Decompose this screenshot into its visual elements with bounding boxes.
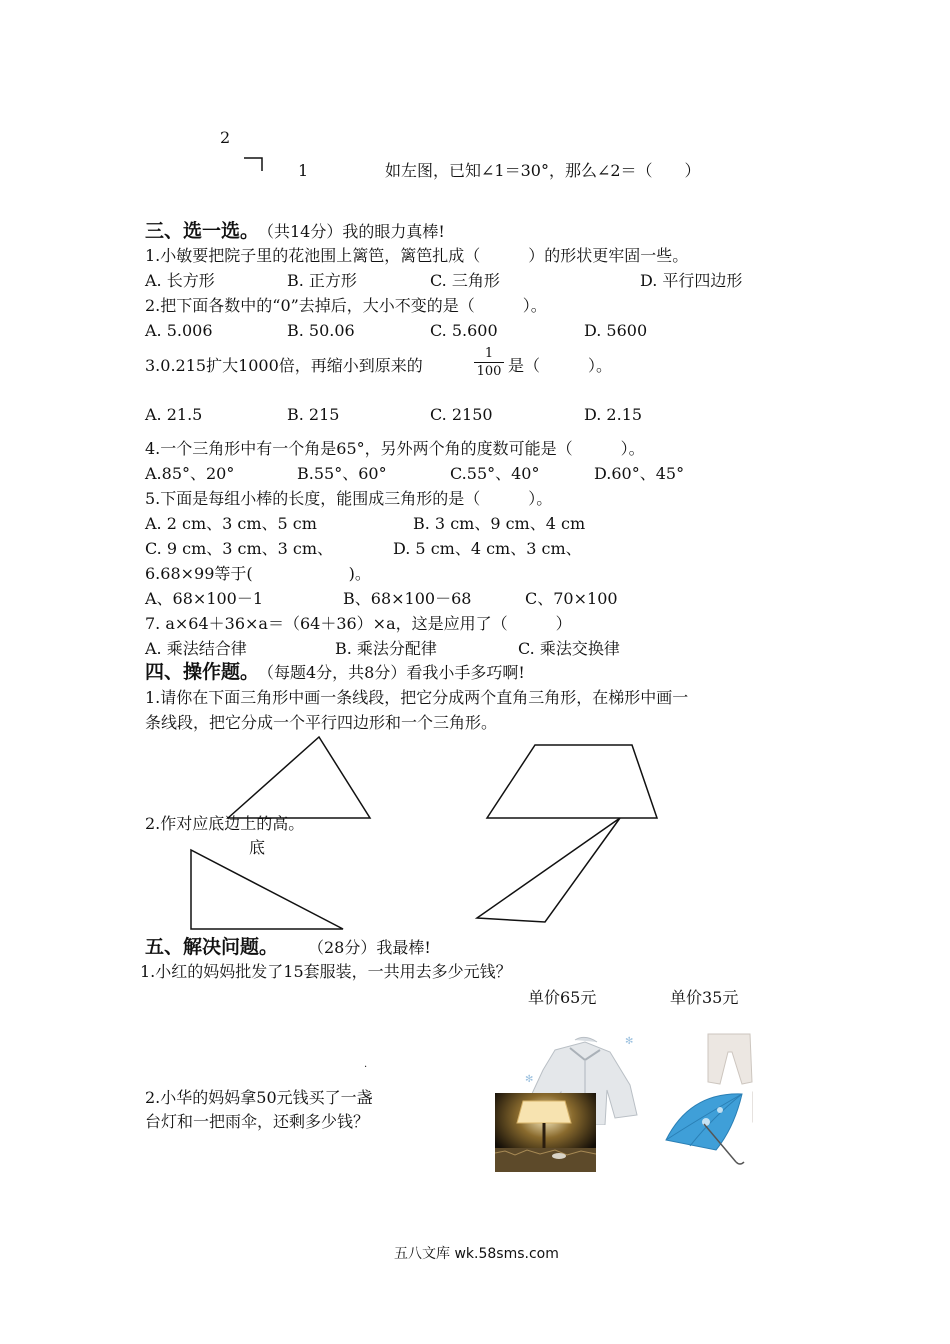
q3-5-option-d: D. 5 cm、4 cm、3 cm、	[393, 539, 582, 558]
q3-7-option-c: C. 乘法交换律	[518, 639, 620, 658]
q3-4-option-c: C.55°、40°	[450, 464, 540, 483]
q3-5-option-a: A. 2 cm、3 cm、5 cm	[145, 514, 317, 533]
footer-watermark: 五八文库 wk.58sms.com	[394, 1246, 559, 1262]
svg-text:✻: ✻	[625, 1036, 634, 1047]
q3-1-option-c: C. 三角形	[430, 271, 500, 290]
base-label: 底	[249, 838, 266, 857]
q3-6-option-c: C、70×100	[525, 589, 618, 608]
dot-mark: .	[364, 1059, 368, 1070]
fraction-numerator: 1	[484, 346, 494, 361]
section3-title: 三、选一选。	[145, 220, 260, 242]
price-pants: 单价35元	[670, 988, 739, 1007]
q5-1-text: 1.小红的妈妈批发了15套服装，一共用去多少元钱？	[140, 962, 512, 981]
section3-subtitle: （共14分）我的眼力真棒!	[258, 222, 445, 241]
q3-4-option-b: B.55°、60°	[297, 464, 387, 483]
q3-6-option-b: B、68×100－68	[343, 589, 472, 608]
q3-3-text-after: 是（ ）。	[508, 356, 613, 375]
fraction-denominator: 100	[474, 362, 504, 378]
q3-4-option-a: A.85°、20°	[145, 464, 235, 483]
q3-3-option-a: A. 21.5	[145, 405, 203, 424]
q3-3-option-c: C. 2150	[430, 405, 493, 424]
q3-1-option-a: A. 长方形	[145, 271, 215, 290]
q3-2-option-a: A. 5.006	[145, 321, 213, 340]
q3-5-text: 5.下面是每组小棒的长度，能围成三角形的是（ ）。	[145, 489, 553, 508]
angle-question: 如左图，已知∠1＝30°，那么∠2＝（ ）	[385, 161, 701, 180]
q3-3-option-b: B. 215	[287, 405, 340, 424]
lamp-image	[495, 1093, 596, 1172]
q3-3-text: 3.0.215扩大1000倍，再缩小到原来的	[145, 356, 423, 375]
q3-6-option-a: A、68×100－1	[145, 589, 264, 608]
q3-4-text: 4.一个三角形中有一个角是65°，另外两个角的度数可能是（ ）。	[145, 439, 645, 458]
section4-subtitle: （每题4分，共8分）看我小手多巧啊!	[258, 663, 525, 682]
q4-1-line2: 条线段，把它分成一个平行四边形和一个三角形。	[145, 713, 498, 732]
q3-7-option-a: A. 乘法结合律	[145, 639, 247, 658]
q3-5-option-b: B. 3 cm、9 cm、4 cm	[413, 514, 586, 533]
umbrella-image	[660, 1088, 752, 1168]
q3-5-option-c: C. 9 cm、3 cm、3 cm、	[145, 539, 334, 558]
q3-3-fraction	[474, 347, 504, 378]
q4-1-line1: 1.请你在下面三角形中画一条线段，把它分成两个直角三角形，在梯形中画一	[145, 688, 689, 707]
svg-text:✻: ✻	[525, 1074, 534, 1085]
acute-triangle	[228, 737, 370, 818]
q3-1-text: 1.小敏要把院子里的花池围上篱笆，篱笆扎成（ ）的形状更牢固一些。	[145, 246, 689, 265]
q3-1-option-d: D. 平行四边形	[640, 271, 743, 290]
q3-2-option-b: B. 50.06	[287, 321, 355, 340]
q3-1-option-b: B. 正方形	[287, 271, 357, 290]
price-jacket: 单价65元	[528, 988, 597, 1007]
right-triangle	[191, 850, 343, 929]
q3-7-option-b: B. 乘法分配律	[335, 639, 437, 658]
section5-title: 五、解决问题。	[145, 936, 279, 958]
q4-2-text: 2.作对应底边上的高。	[145, 814, 305, 833]
section5-subtitle: （28分）我最棒!	[308, 938, 431, 957]
q3-2-option-c: C. 5.600	[430, 321, 498, 340]
obtuse-triangle	[477, 818, 620, 922]
angle-label-2: 2	[220, 128, 231, 147]
angle-label-1: 1	[298, 161, 309, 180]
q3-7-text: 7. a×64＋36×a＝（64＋36）×a，这是应用了（ ）	[145, 614, 572, 633]
trapezoid	[487, 745, 657, 818]
q5-2-line1: 2.小华的妈妈拿50元钱买了一盏	[145, 1088, 373, 1107]
q5-2-line2: 台灯和一把雨伞，还剩多少钱？	[145, 1112, 370, 1131]
q3-4-option-d: D.60°、45°	[594, 464, 685, 483]
q3-6-text: 6.68×99等于( )。	[145, 564, 371, 583]
q3-2-text: 2.把下面各数中的“0”去掉后，大小不变的是（ ）。	[145, 296, 547, 315]
q3-3-option-d: D. 2.15	[584, 405, 643, 424]
section4-title: 四、操作题。	[145, 661, 260, 683]
q3-2-option-d: D. 5600	[584, 321, 648, 340]
